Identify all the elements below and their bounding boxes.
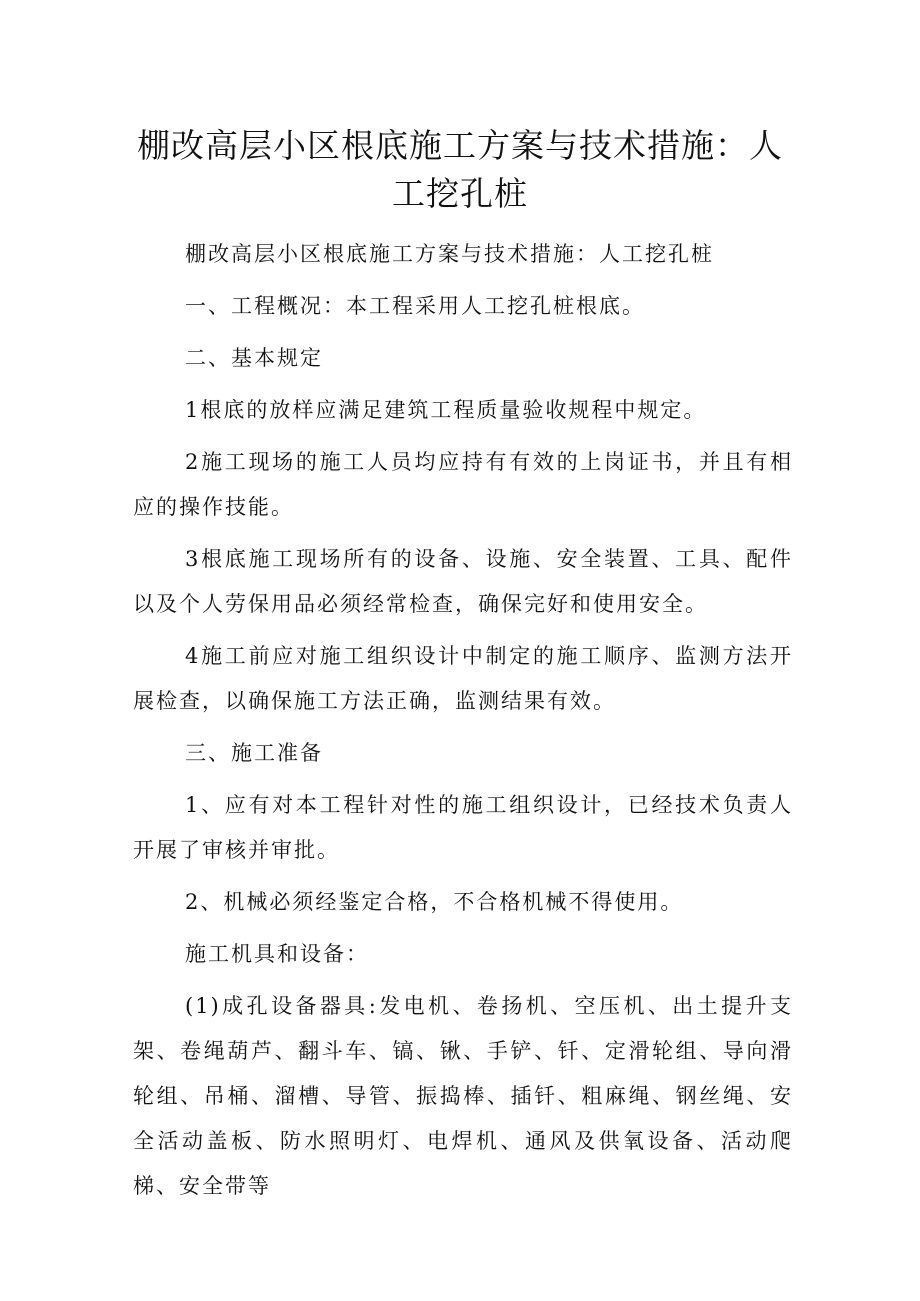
- document-body: [133, 232, 793, 1217]
- paragraph-subtitle: 棚改高层小区根底施工方案与技术措施：人工挖孔桩: [185, 242, 714, 266]
- paragraph-equipment-list: (1)成孔设备器具:发电机、卷扬机、空压机、出土提升支架、卷绳葫芦、翻斗车、镐、锹、手铲、钎、定滑轮组、导向滑轮组、吊桶、溜槽、导管、振捣棒、插钎、粗麻绳、钢丝绳、安全活动盖板、防水照明灯、电焊机、通风及供氧设备、活动爬梯、安全带等: [133, 994, 793, 1198]
- paragraph-equipment-heading: 施工机具和设备：: [185, 942, 369, 966]
- paragraph-rule-3: 3根底施工现场所有的设备、设施、安全装置、工具、配件以及个人劳保用品必须经常检查，确保完好和使用安全。: [133, 547, 793, 616]
- paragraph-rule-2: 2施工现场的施工人员均应持有有效的上岗证书，并且有相应的操作技能。: [133, 450, 793, 519]
- paragraph-rule-1: 1根底的放样应满足建筑工程质量验收规程中规定。: [185, 398, 707, 422]
- paragraph-preparation-2: 2、机械必须经鉴定合格，不合格机械不得使用。: [185, 890, 684, 914]
- paragraph-basic-rules-heading: 二、基本规定: [185, 346, 323, 370]
- paragraph-rule-4: 4施工前应对施工组织设计中制定的施工顺序、监测方法开展检查，以确保施工方法正确，监测结果有效。: [133, 644, 793, 713]
- paragraph-preparation-heading: 三、施工准备: [185, 741, 323, 765]
- paragraph-project-overview: 一、工程概况：本工程采用人工挖孔桩根底。: [185, 294, 645, 318]
- paragraph-preparation-1: 1、应有对本工程针对性的施工组织设计，已经技术负责人开展了审核并审批。: [133, 793, 793, 862]
- document-title: 棚改高层小区根底施工方案与技术措施：人工挖孔桩: [137, 126, 783, 213]
